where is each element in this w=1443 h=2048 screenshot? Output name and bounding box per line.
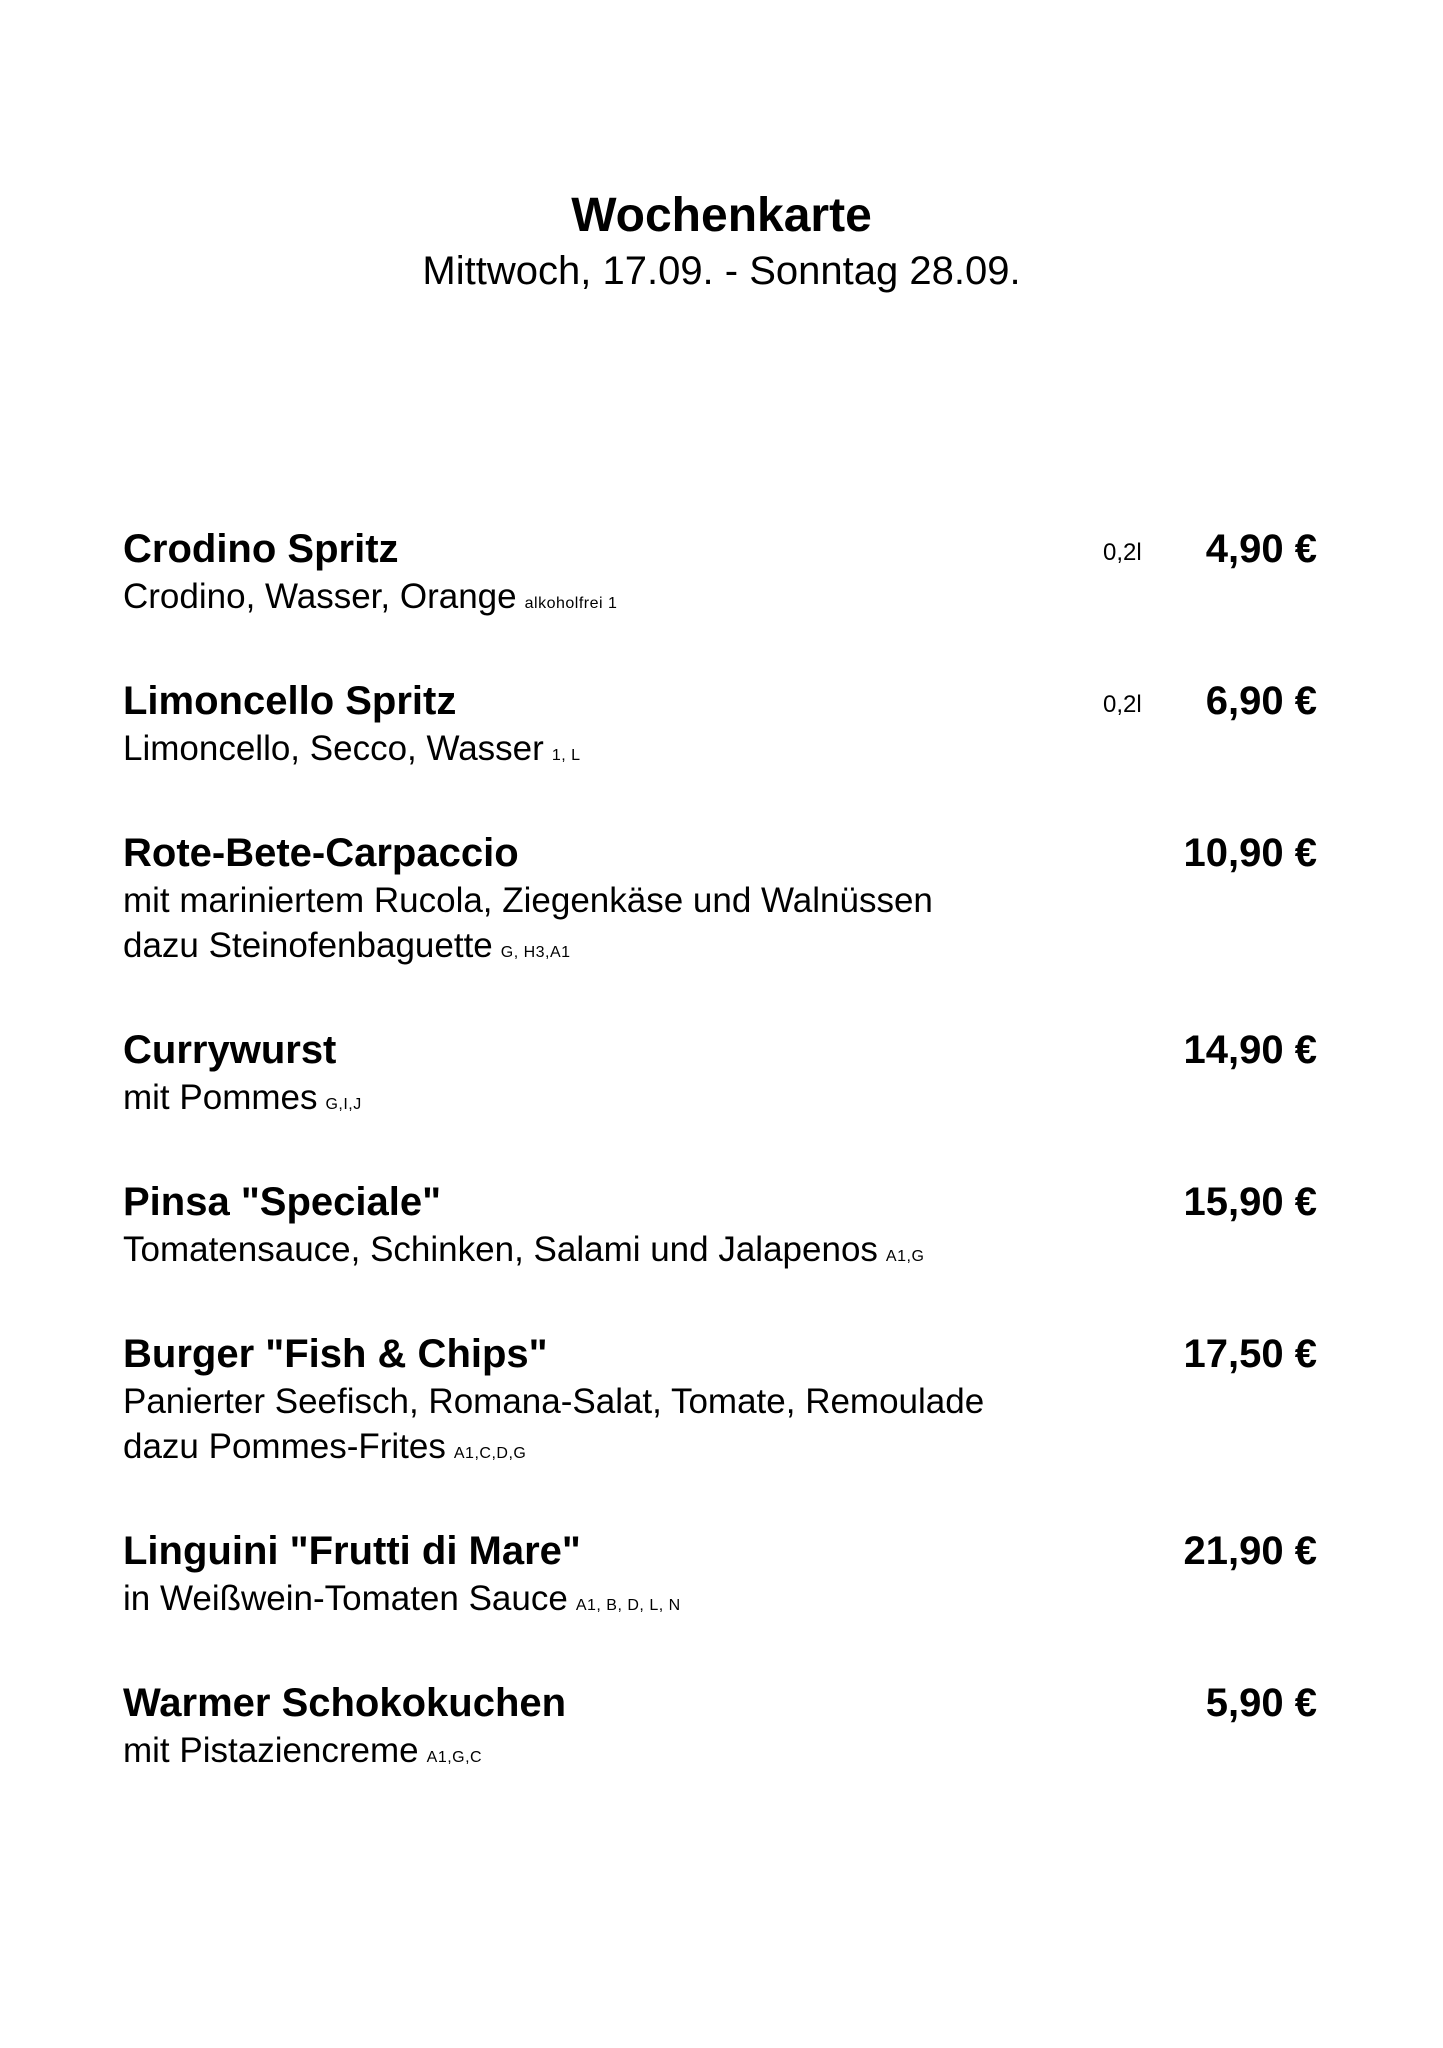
menu-item-description-text: Limoncello, Secco, Wasser <box>123 729 544 768</box>
menu-item-header <box>123 1678 1323 1728</box>
menu-item-description-text: mit Pistaziencreme <box>123 1731 419 1770</box>
menu-list <box>123 524 1323 1830</box>
menu-item-header <box>123 524 1323 574</box>
menu-item <box>123 1678 1323 1780</box>
menu-item-name: Linguini "Frutti di Mare" <box>123 1529 581 1573</box>
menu-item <box>123 1526 1323 1628</box>
page-title: Wochenkarte <box>571 189 872 242</box>
menu-item <box>123 828 1323 975</box>
menu-item-description-text: Panierter Seefisch, Romana-Salat, Tomate, Remoulade <box>123 1382 985 1421</box>
menu-item-description <box>123 1075 1323 1127</box>
menu-item-allergens: A1,G <box>885 1248 925 1265</box>
menu-item-description-text: mit Pommes <box>123 1078 318 1117</box>
menu-item-description-text: in Weißwein-Tomaten Sauce <box>123 1579 568 1618</box>
menu-item-allergens: 1, L <box>551 747 581 764</box>
menu-item-price: 21,90 € <box>1183 1529 1317 1573</box>
menu-item <box>123 676 1323 778</box>
menu-item <box>123 1177 1323 1279</box>
menu-item-price: 5,90 € <box>1205 1681 1317 1725</box>
menu-item-description <box>123 1728 1323 1780</box>
menu-item-header <box>123 1329 1323 1379</box>
menu-item-price: 14,90 € <box>1183 1028 1317 1072</box>
menu-item-header <box>123 676 1323 726</box>
menu-item-description <box>123 878 1323 923</box>
menu-item-volume: 0,2l <box>1103 539 1142 566</box>
menu-item-volume: 0,2l <box>1103 691 1142 718</box>
menu-item-description <box>123 726 1323 778</box>
menu-item-allergens: G,I,J <box>325 1096 362 1113</box>
menu-item-description-text: Tomatensauce, Schinken, Salami und Jalapenos <box>123 1230 878 1269</box>
menu-item-name: Warmer Schokokuchen <box>123 1681 567 1725</box>
menu-item-header <box>123 1025 1323 1075</box>
menu-item-name: Currywurst <box>123 1028 337 1072</box>
menu-item-allergens: A1,C,D,G <box>453 1445 527 1462</box>
menu-item <box>123 1025 1323 1127</box>
menu-item-allergens: A1,G,C <box>426 1749 483 1766</box>
menu-item-description <box>123 1576 1323 1628</box>
menu-item-description <box>123 1424 1323 1476</box>
menu-item <box>123 524 1323 626</box>
menu-item-allergens: G, H3,A1 <box>500 944 571 961</box>
menu-item-name: Burger "Fish & Chips" <box>123 1332 548 1376</box>
menu-item-header <box>123 1177 1323 1227</box>
menu-item-price: 6,90 € <box>1205 679 1317 723</box>
menu-item-price: 10,90 € <box>1183 831 1317 875</box>
menu-item-name: Limoncello Spritz <box>123 679 457 723</box>
menu-item-description-text: Crodino, Wasser, Orange <box>123 577 517 616</box>
menu-item-name: Crodino Spritz <box>123 527 399 571</box>
menu-item-price: 15,90 € <box>1183 1180 1317 1224</box>
menu-item-description-text: mit mariniertem Rucola, Ziegenkäse und Walnüssen <box>123 881 933 920</box>
menu-item-allergens: A1, B, D, L, N <box>575 1597 681 1614</box>
menu-item-description-text: dazu Steinofenbaguette <box>123 926 493 965</box>
menu-item-description <box>123 1379 1323 1424</box>
menu-item-description <box>123 574 1323 626</box>
menu-item-header <box>123 828 1323 878</box>
menu-item-price: 4,90 € <box>1205 527 1317 571</box>
menu-item-description <box>123 1227 1323 1279</box>
menu-item <box>123 1329 1323 1476</box>
menu-item-name: Pinsa "Speciale" <box>123 1180 442 1224</box>
page-header <box>0 188 1443 296</box>
menu-item-price: 17,50 € <box>1183 1332 1317 1376</box>
menu-item-name: Rote-Bete-Carpaccio <box>123 831 519 875</box>
menu-item-allergens: alkoholfrei 1 <box>524 595 618 612</box>
menu-item-description-text: dazu Pommes-Frites <box>123 1427 446 1466</box>
menu-item-header <box>123 1526 1323 1576</box>
page-subtitle: Mittwoch, 17.09. - Sonntag 28.09. <box>422 249 1021 293</box>
menu-item-description <box>123 923 1323 975</box>
